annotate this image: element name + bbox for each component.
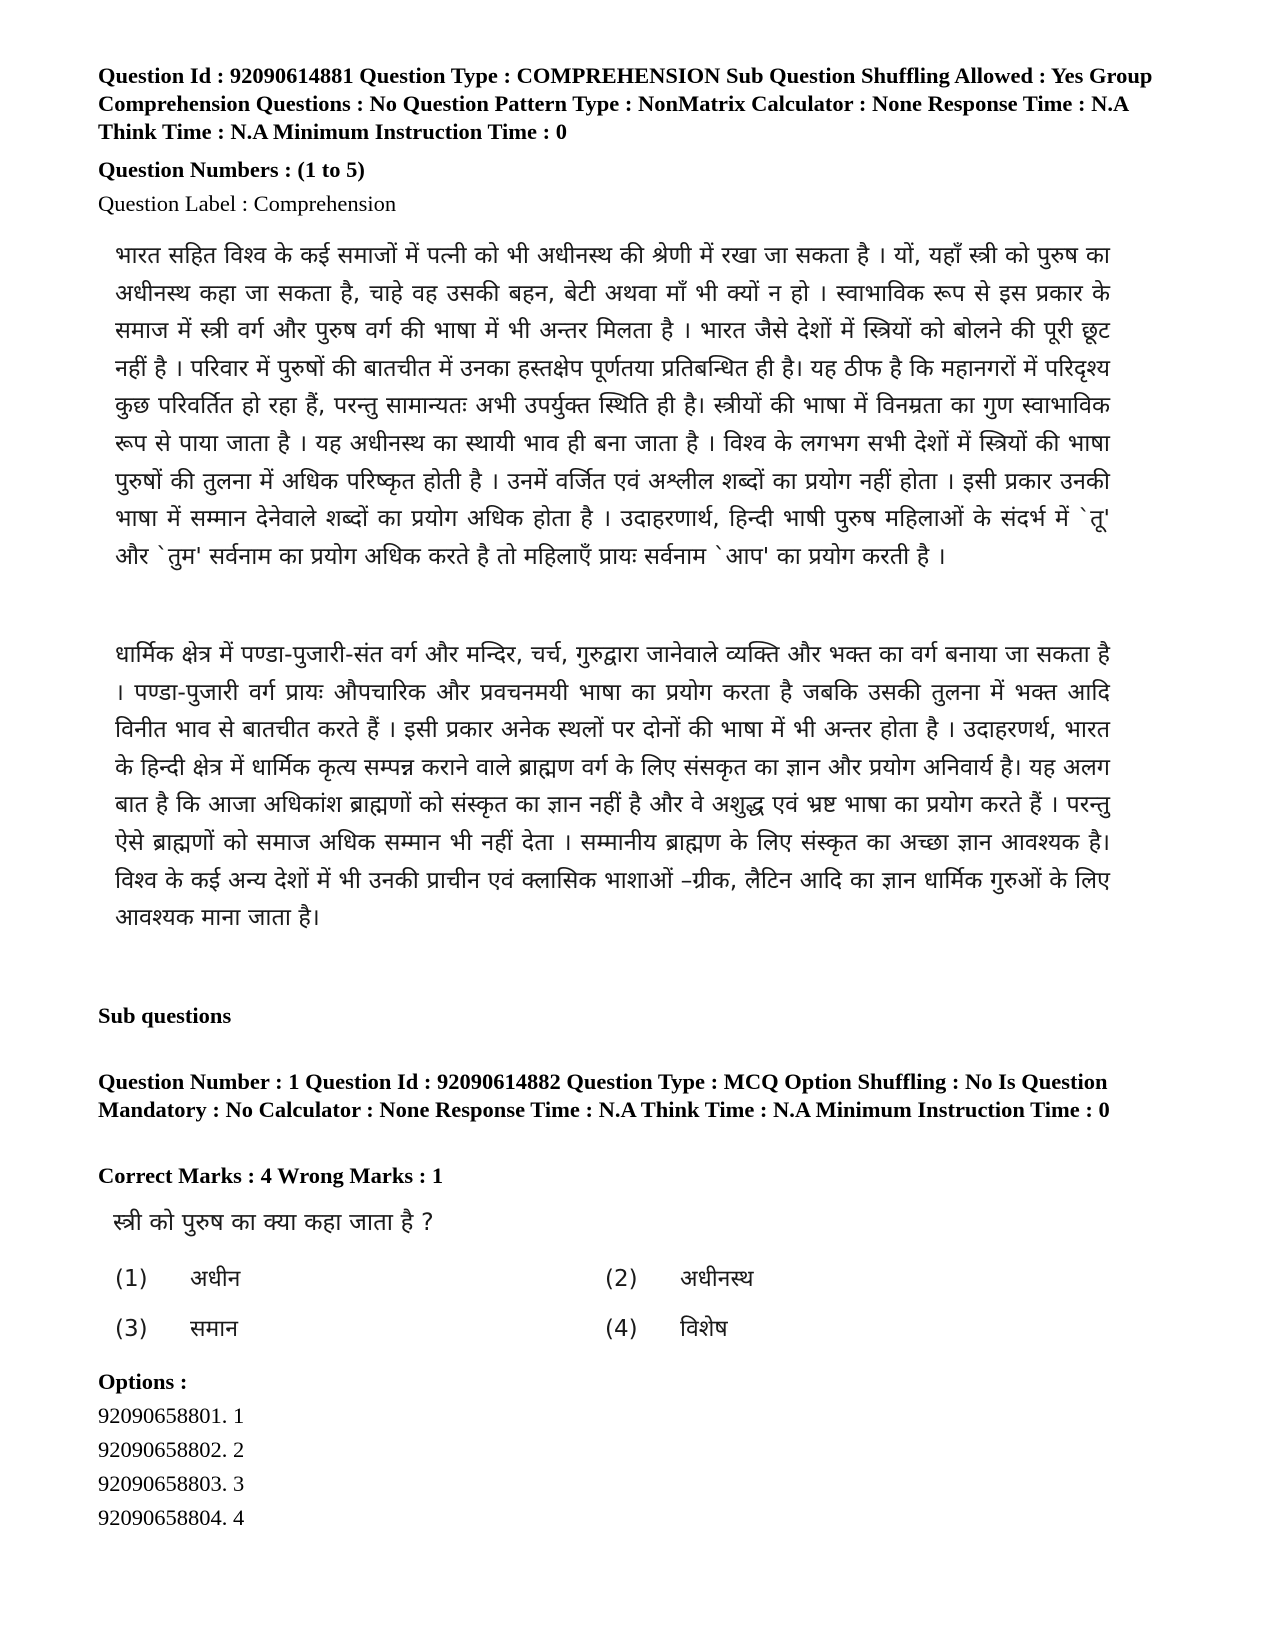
question-text: स्त्री को पुरुष का क्या कहा जाता है ? — [113, 1208, 434, 1236]
option-item: 92090658804. 4 — [98, 1505, 245, 1530]
choice-2 — [605, 1262, 754, 1296]
option-item: 92090658801. 1 — [98, 1403, 245, 1428]
question-label: Question Label : Comprehension — [98, 191, 397, 216]
choice-4 — [605, 1312, 728, 1346]
sub-questions-heading: Sub questions — [98, 1003, 232, 1028]
question-marks: Correct Marks : 4 Wrong Marks : 1 — [98, 1163, 444, 1188]
option-item: 92090658803. 3 — [98, 1471, 245, 1496]
choice-text: अधीन — [190, 1266, 241, 1292]
choice-1 — [115, 1262, 240, 1296]
choice-text: विशेष — [680, 1316, 728, 1342]
options-heading: Options : — [98, 1369, 188, 1394]
choice-number: (2) — [605, 1266, 638, 1292]
comprehension-meta: Question Id : 92090614881 Question Type : COMPREHENSION Sub Question Shuffling Allowed : Yes Group Comprehension Questions : No Question Pattern Type : NonMatrix Calculator : None Response Time : N.A Think Time : N.A Minimum Instruction Time : 0 — [98, 63, 1153, 144]
choice-text: अधीनस्थ — [680, 1266, 754, 1292]
passage-paragraph-1: भारत सहित विश्व के कई समाजों में पत्नी को भी अधीनस्थ की श्रेणी में रखा जा सकता है । यों, यहाँ स्त्री को पुरुष का अधीनस्थ कहा जा सकता है, चाहे वह उसकी बहन, बेटी अथवा माँ भी क्यों न हो । स्वाभाविक रूप से इस प्रकार के समाज में स्त्री वर्ग और पुरुष वर्ग की भाषा में भी अन्तर मिलता है । भारत जैसे देशों में स्त्रियों को बोलने की पूरी छूट नहीं है । परिवार में पुरुषों की बातचीत में उनका हस्तक्षेप पूर्णतया प्रतिबन्धित ही है। यह ठीफ है कि महानगरों में परिदृश्य कुछ परिवर्तित हो रहा हैं, परन्तु सामान्यतः अभी उपर्युक्त स्थिति ही है। स्त्रीयों की भाषा में विनम्रता का गुण स्वाभाविक रूप से पाया जाता है । यह अधीनस्थ का स्थायी भाव ही बना जाता है । विश्व के लगभग सभी देशों में स्त्रियों की भाषा पुरुषों की तुलना में अधिक परिष्कृत होती है । उनमें वर्जित एवं अश्लील शब्दों का प्रयोग नहीं होता । इसी प्रकार उनकी भाषा में सम्मान देनेवाले शब्दों का प्रयोग अधिक होता है । उदाहरणार्थ, हिन्दी भाषी पुरुष महिलाओं के संदर्भ में `तू' और `तुम' सर्वनाम का प्रयोग अधिक करते है तो महिलाएँ प्रायः सर्वनाम `आप' का प्रयोग करती है । — [115, 241, 1110, 570]
choice-number: (4) — [605, 1316, 638, 1342]
options-list — [98, 1402, 244, 1538]
choice-number: (1) — [115, 1266, 148, 1292]
question-meta: Question Number : 1 Question Id : 92090614882 Question Type : MCQ Option Shuffling : No Is Question Mandatory : No Calculator : None Response Time : N.A Think Time : N.A Minimum Instruction Time : 0 — [98, 1069, 1110, 1122]
question-numbers: Question Numbers : (1 to 5) — [98, 157, 365, 182]
choice-number: (3) — [115, 1316, 148, 1342]
choice-text: समान — [190, 1316, 239, 1342]
passage-paragraph-2: धार्मिक क्षेत्र में पण्डा-पुजारी-संत वर्ग और मन्दिर, चर्च, गुरुद्वारा जानेवाले व्यक्ति और भक्त का वर्ग बनाया जा सकता है । पण्डा-पुजारी वर्ग प्रायः औपचारिक और प्रवचनमयी भाषा का प्रयोग करता है जबकि उसकी तुलना में भक्त आदि विनीत भाव से बातचीत करते हैं । इसी प्रकार अनेक स्थलों पर दोनों की भाषा में भी अन्तर होता है । उदाहरणर्थ, भारत के हिन्दी क्षेत्र में धार्मिक कृत्य सम्पन्न कराने वाले ब्राह्मण वर्ग के लिए संसकृत का ज्ञान और प्रयोग अनिवार्य है। यह अलग बात है कि आजा अधिकांश ब्राह्मणों को संस्कृत का ज्ञान नहीं है और वे अशुद्ध एवं भ्रष्ट भाषा का प्रयोग करते हैं । परन्तु ऐसे ब्राह्मणों को समाज अधिक सम्मान भी नहीं देता । सम्मानीय ब्राह्मण के लिए संस्कृत का अच्छा ज्ञान आवश्यक है। विश्व के कई अन्य देशों में भी उनकी प्राचीन एवं क्लासिक भाशाओं –ग्रीक, लैटिन आदि का ज्ञान धार्मिक गुरुओं के लिए आवश्यक माना जाता है। — [115, 640, 1110, 932]
choice-3 — [115, 1312, 238, 1346]
option-item: 92090658802. 2 — [98, 1437, 245, 1462]
